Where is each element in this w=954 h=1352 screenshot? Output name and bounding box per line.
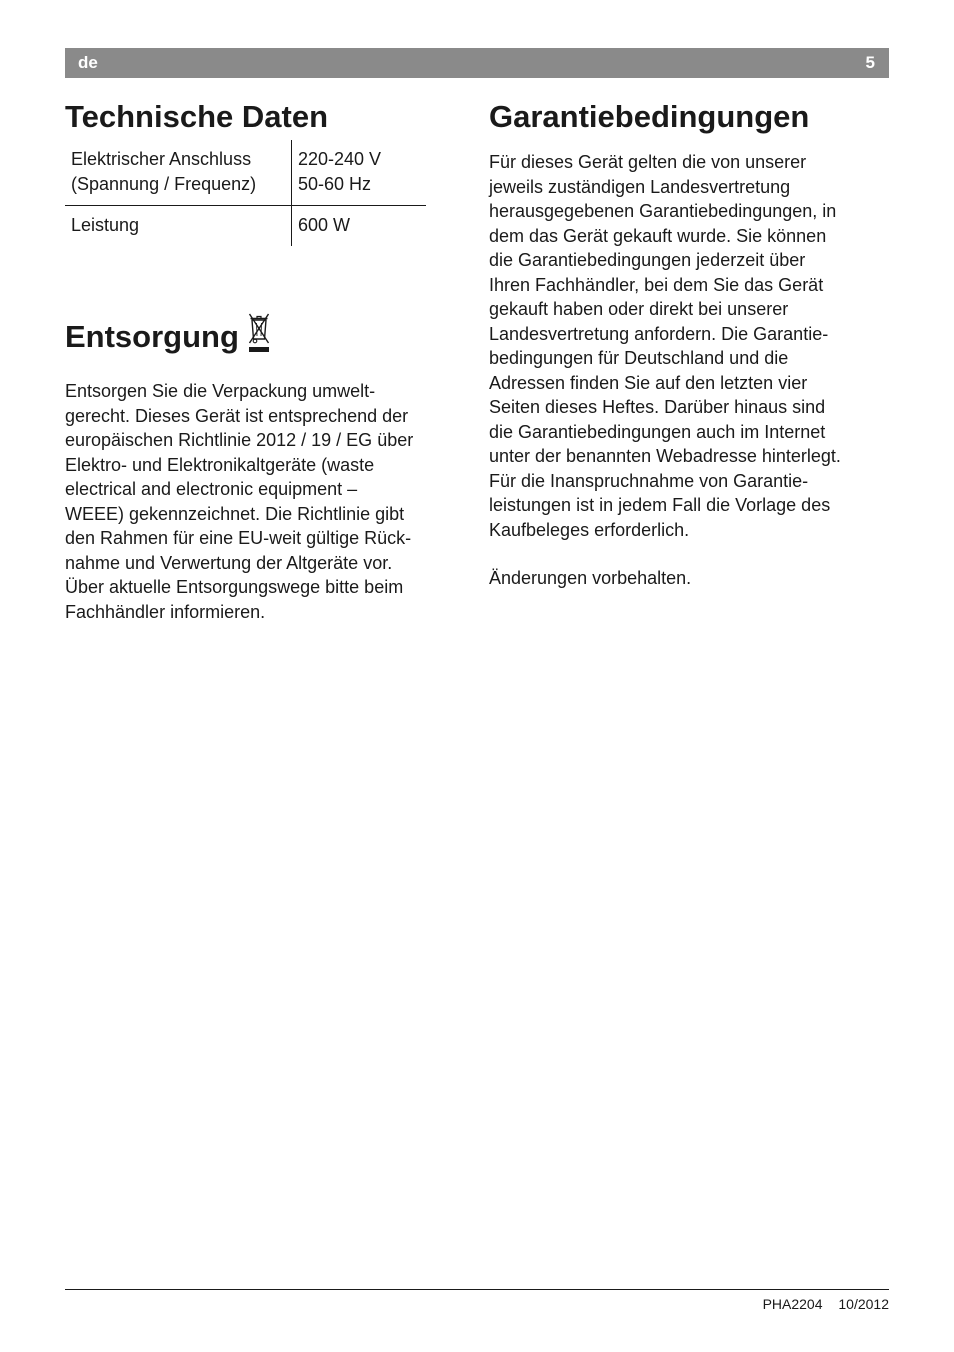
spec-value-connection: 220-240 V 50-60 Hz (292, 140, 427, 206)
spec-label-connection: Elektrischer Anschluss (Spannung / Frequenz) (65, 140, 292, 206)
disposal-text: Entsorgen Sie die Verpackung umwelt- gerecht. Dieses Gerät ist entsprechend der europäischen Richtlinie 2012 / 19 / EG über Elektro- und Elektronikaltgeräte (waste electrical and electronic equipment – WEEE) gekennzeichnet. Die Richtlinie gibt den Rahmen für eine EU-weit gültige Rück- nahme und Verwertung der Altgeräte vor. Über aktuelle Entsorgungswege bitte beim Fachhändler informieren. (65, 381, 414, 622)
spec-label-power: Leistung (65, 206, 292, 247)
crossed-out-wheelie-bin-icon (247, 310, 271, 354)
footer-divider (65, 1289, 889, 1290)
technical-data-title: Technische Daten (65, 99, 329, 134)
footer (763, 1296, 889, 1312)
warranty-title: Garantiebedingungen (489, 99, 810, 134)
technical-data-table (65, 140, 426, 246)
spec-value-power: 600 W (298, 215, 351, 235)
right-column (489, 96, 889, 591)
page-number: 5 (865, 53, 875, 72)
publication-date: 10/2012 (838, 1296, 889, 1312)
warranty-text: Für dieses Gerät gelten die von unserer jeweils zuständigen Landesvertretung herausgegebenen Garantiebedingungen, in dem das Gerät gekauft wurde. Sie können die Garantiebedingungen jederzeit über Ihren Fachhändler, bei dem Sie das Gerät gekauft haben oder direkt bei unserer Landesvertretung anfordern. Die Garantie- bedingungen für Deutschland und die Adressen finden Sie auf den letzten vier Seiten dieses Heftes. Darüber hinaus sind die Garantiebedingungen auch im Internet unter der benannten Webadresse hinterlegt. Für die Inanspruchnahme von Garantie- leistungen ist in jedem Fall die Vorlage des Kaufbeleges erforderlich. (489, 152, 841, 540)
page-header-bar (65, 48, 889, 78)
model-number: PHA2204 (762, 1296, 823, 1312)
table-row (65, 206, 426, 247)
left-column (65, 96, 465, 624)
language-label: de (78, 53, 98, 72)
disposal-heading (65, 310, 465, 358)
disposal-title: Entsorgung (65, 319, 239, 354)
changes-note: Änderungen vorbehalten. (489, 568, 692, 588)
table-row (65, 140, 426, 206)
